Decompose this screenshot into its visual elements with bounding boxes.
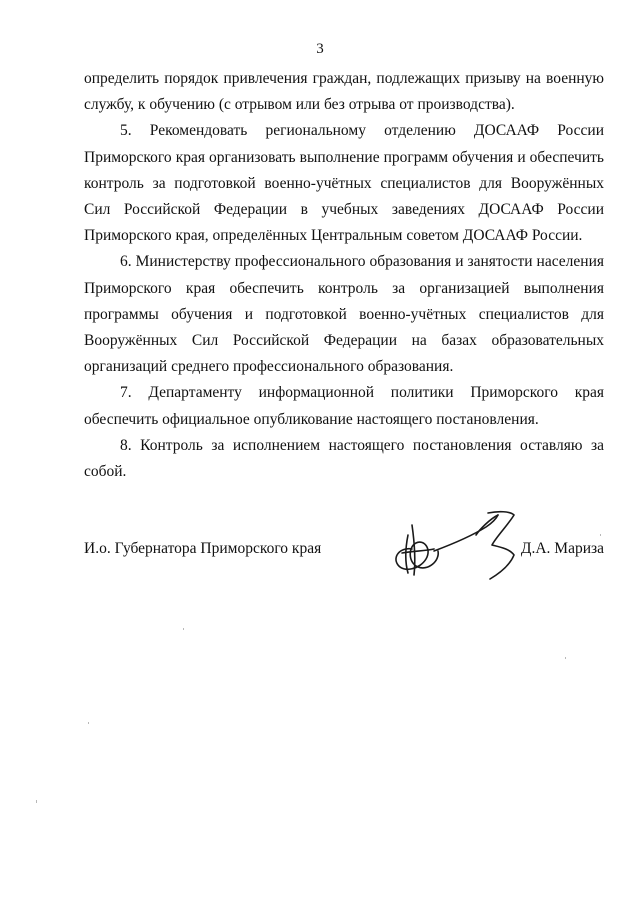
handwritten-signature-mark	[386, 505, 526, 585]
signature-block	[84, 536, 604, 566]
scan-speck	[600, 534, 601, 536]
signatory-name: Д.А. Мариза	[520, 540, 604, 557]
paragraph-item-8: 8. Контроль за исполнением настоящего постановления оставляю за собой.	[84, 436, 604, 481]
page-number: 3	[316, 41, 324, 57]
signatory-title: И.о. Губернатора Приморского края	[84, 540, 322, 557]
scan-speck	[565, 657, 566, 659]
paragraph-item-5: 5. Рекомендовать региональному отделению ДОСААФ России Приморского края организовать выполнение программ обучения и обеспечить контроль за подготовкой военно-учётных специалистов для Вооружённых Сил Российской Федерации в учебных заведениях ДОСААФ России Приморского края, определённых Центральным советом ДОСААФ России.	[84, 122, 604, 245]
paragraph-item-6: 6. Министерству профессионального образования и занятости населения Приморского края обеспечить контроль за организацией выполнения программы обучения и подготовкой военно-учётных специалистов для Вооружённых Сил Российской Федерации на базах образовательных организаций среднего профессионального образования.	[84, 253, 604, 376]
scan-speck	[183, 628, 184, 630]
scan-speck	[88, 722, 89, 724]
paragraph-item-7: 7. Департаменту информационной политики Приморского края обеспечить официальное опубликование настоящего постановления.	[84, 384, 604, 428]
scan-speck	[36, 800, 37, 803]
paragraph-continuation: определить порядок привлечения граждан, подлежащих призыву на военную службу, к обучению (с отрывом или без отрыва от производства).	[84, 70, 604, 114]
document-body	[84, 66, 604, 485]
